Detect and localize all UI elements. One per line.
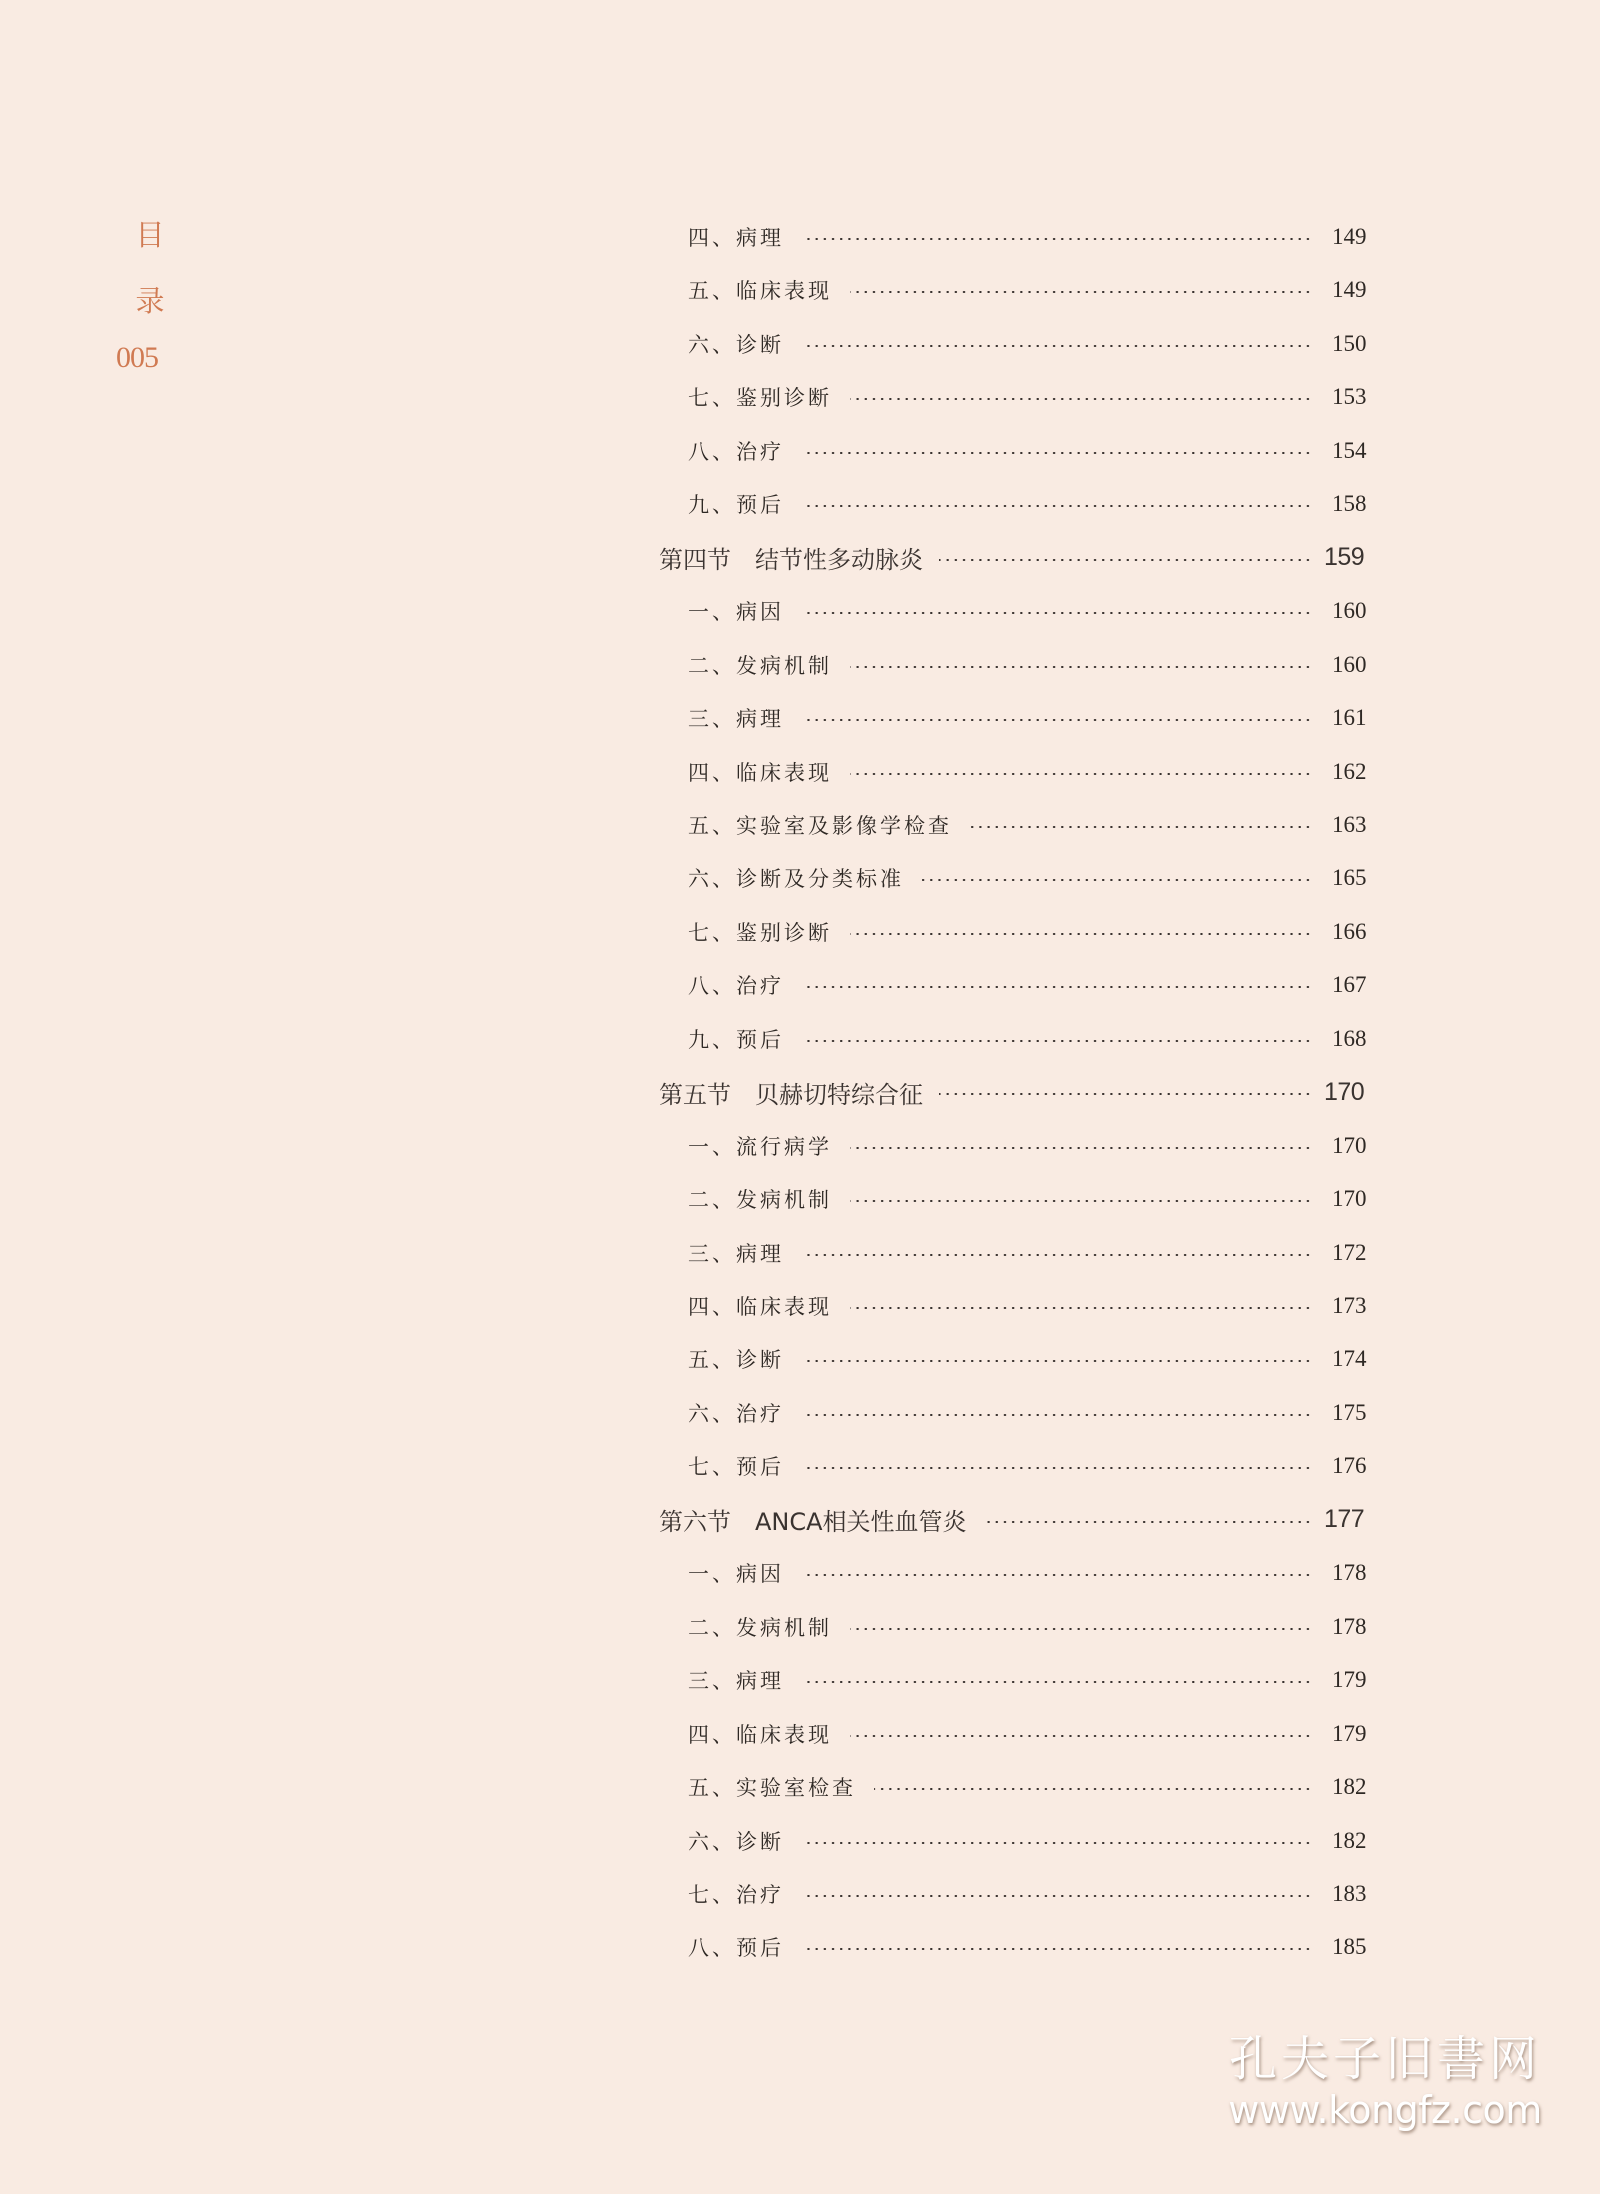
toc-entry-page: 173: [1332, 1293, 1367, 1318]
dot-leader: [802, 1895, 1312, 1897]
toc-entry-label: 四、临床表现: [688, 1295, 832, 1319]
toc-entry-page: 168: [1332, 1025, 1367, 1051]
toc-entry-page: 174: [1332, 1346, 1367, 1372]
toc-entry[interactable]: [0, 1821, 1600, 1861]
dot-leader: [802, 1040, 1312, 1042]
dot-leader: [802, 986, 1312, 988]
dot-leader: [802, 238, 1312, 240]
toc-title-char-2: 录: [135, 286, 165, 318]
toc-entry-page: 158: [1332, 491, 1367, 517]
dot-leader: [802, 345, 1312, 347]
toc-entry-label: 九、预后: [688, 1027, 784, 1052]
toc-entry-label: 七、鉴别诊断: [688, 386, 832, 411]
toc-entry-page: 149: [1332, 224, 1367, 249]
toc-entry[interactable]: [0, 1179, 1600, 1219]
toc-entry-page: 160: [1332, 598, 1367, 624]
dot-leader: [850, 666, 1312, 668]
toc-entry[interactable]: [0, 645, 1600, 685]
page-number: 005: [116, 341, 158, 374]
watermark: [1200, 2030, 1570, 2132]
toc-entry-label: 第四节 结节性多动脉炎: [659, 546, 923, 575]
toc-entry-label: 八、预后: [688, 1936, 784, 1961]
toc-entry-page: 154: [1332, 437, 1367, 463]
toc-entry-label: 九、预后: [688, 493, 784, 518]
toc-entry-label: 五、实验室及影像学检查: [688, 813, 952, 838]
toc-entry[interactable]: [0, 1553, 1600, 1593]
toc-entry-label: 二、发病机制: [688, 1188, 832, 1213]
toc-entry-label: 四、临床表现: [688, 1722, 832, 1747]
toc-entry-page: 183: [1332, 1880, 1367, 1906]
toc-entry-page: 178: [1332, 1613, 1367, 1639]
toc-entry-label: 二、发病机制: [688, 1615, 832, 1640]
toc-entry[interactable]: [0, 752, 1600, 792]
watermark-url: www.kongfz.com: [1228, 2088, 1542, 2132]
toc-entry-page: 160: [1332, 651, 1367, 677]
toc-entry[interactable]: [0, 1927, 1600, 1967]
toc-entry[interactable]: [0, 1714, 1600, 1754]
dot-leader: [802, 505, 1312, 507]
toc-entry-label: 六、诊断: [688, 1829, 784, 1854]
dot-leader: [970, 826, 1312, 828]
dot-leader: [983, 1521, 1312, 1523]
toc-entry-page: 175: [1332, 1399, 1367, 1425]
toc-entry[interactable]: [0, 698, 1600, 738]
toc-entry[interactable]: [0, 484, 1600, 524]
toc-entry-label: 六、诊断及分类标准: [688, 867, 904, 892]
toc-entry-page: 166: [1332, 918, 1367, 944]
toc-entry-page: 176: [1332, 1453, 1367, 1479]
dot-leader: [850, 1628, 1312, 1630]
toc-entry-page: 177: [1324, 1505, 1365, 1534]
toc-entry-label: 第六节 ANCA相关性血管炎: [659, 1508, 967, 1537]
toc-entry-label: 七、预后: [688, 1455, 784, 1480]
toc-title-char-1: 目: [135, 220, 165, 252]
toc-entry-page: 185: [1332, 1934, 1367, 1960]
toc-entry[interactable]: [0, 1339, 1600, 1379]
toc-entry-label: 八、治疗: [688, 439, 784, 464]
toc-entry[interactable]: [0, 217, 1600, 257]
toc-entry-label: 一、病因: [688, 600, 784, 625]
toc-entry-page: 182: [1332, 1774, 1367, 1800]
toc-entry-page: 163: [1332, 811, 1367, 837]
toc-entry-label: 一、流行病学: [688, 1134, 832, 1159]
dot-leader: [802, 452, 1312, 454]
toc-entry-page: 179: [1332, 1667, 1367, 1693]
toc-entry-page: 153: [1332, 384, 1367, 410]
dot-leader: [874, 1788, 1312, 1790]
dot-leader: [850, 1307, 1312, 1309]
toc-entry[interactable]: [0, 591, 1600, 631]
toc-entry[interactable]: [0, 1393, 1600, 1433]
toc-entry-label: 六、治疗: [688, 1401, 784, 1426]
toc-entry-page: 167: [1332, 972, 1367, 998]
dot-leader: [802, 719, 1312, 721]
dot-leader: [802, 1948, 1312, 1950]
dot-leader: [802, 1414, 1312, 1416]
toc-entry-label: 五、临床表现: [688, 279, 832, 304]
toc-entry-label: 七、治疗: [688, 1882, 784, 1907]
toc-entry-page: 172: [1332, 1239, 1367, 1265]
toc-entry[interactable]: [0, 912, 1600, 952]
toc-entry-label: 五、诊断: [688, 1348, 784, 1373]
toc-entry[interactable]: [0, 1660, 1600, 1700]
toc-section-entry[interactable]: [0, 538, 1600, 578]
toc-entry-page: 182: [1332, 1827, 1367, 1853]
toc-entry-page: 149: [1332, 277, 1367, 303]
toc-entry-page: 170: [1332, 1132, 1367, 1158]
toc-entry[interactable]: [0, 1233, 1600, 1273]
toc-entry-label: 八、治疗: [688, 974, 784, 999]
dot-leader: [939, 559, 1312, 561]
toc-entry[interactable]: [0, 1607, 1600, 1647]
toc-entry-page: 179: [1332, 1720, 1367, 1746]
toc-entry-page: 165: [1332, 865, 1367, 891]
toc-entry[interactable]: [0, 1286, 1600, 1326]
dot-leader: [802, 1254, 1312, 1256]
toc-entry-label: 二、发病机制: [688, 653, 832, 678]
toc-entry-page: 178: [1332, 1560, 1367, 1586]
dot-leader: [922, 879, 1312, 881]
toc-section-entry[interactable]: [0, 1500, 1600, 1540]
dot-leader: [850, 773, 1312, 775]
toc-entry-label: 三、病理: [688, 707, 784, 732]
toc-entry-label: 四、临床表现: [688, 760, 832, 785]
dot-leader: [850, 933, 1312, 935]
toc-entry-label: 六、诊断: [688, 332, 784, 357]
dot-leader: [802, 612, 1312, 614]
toc-entry[interactable]: [0, 858, 1600, 898]
toc-entry-page: 159: [1324, 543, 1365, 572]
toc-section-entry[interactable]: [0, 1072, 1600, 1112]
toc-entry-page: 162: [1332, 758, 1367, 784]
dot-leader: [850, 398, 1312, 400]
dot-leader: [850, 1200, 1312, 1202]
toc-entry[interactable]: [0, 1446, 1600, 1486]
toc-entry[interactable]: [0, 1767, 1600, 1807]
toc-entry-page: 170: [1332, 1186, 1367, 1212]
dot-leader: [802, 1467, 1312, 1469]
toc-entry-page: 150: [1332, 330, 1367, 356]
dot-leader: [850, 1147, 1312, 1149]
watermark-name: 孔夫子旧書网: [1228, 2031, 1541, 2087]
toc-entry[interactable]: [0, 1874, 1600, 1914]
toc-entry[interactable]: [0, 965, 1600, 1005]
toc-entry[interactable]: [0, 431, 1600, 471]
toc-entry[interactable]: [0, 805, 1600, 845]
toc-entry-label: 第五节 贝赫切特综合征: [659, 1080, 923, 1109]
dot-leader: [802, 1574, 1312, 1576]
dot-leader: [802, 1360, 1312, 1362]
toc-entry[interactable]: [0, 324, 1600, 364]
toc-entry-page: 161: [1332, 705, 1367, 731]
toc-entry-label: 四、病理: [688, 226, 784, 250]
toc-entry[interactable]: [0, 1126, 1600, 1166]
toc-entry-label: 七、鉴别诊断: [688, 920, 832, 945]
toc-entry-label: 三、病理: [688, 1669, 784, 1694]
toc-entry[interactable]: [0, 1019, 1600, 1059]
toc-entry[interactable]: [0, 377, 1600, 417]
toc-entry-page: 170: [1324, 1077, 1365, 1106]
dot-leader: [850, 1735, 1312, 1737]
dot-leader: [802, 1842, 1312, 1844]
toc-entry-label: 一、病因: [688, 1562, 784, 1587]
dot-leader: [802, 1681, 1312, 1683]
toc-entry[interactable]: [0, 270, 1600, 310]
toc-entry-label: 三、病理: [688, 1241, 784, 1266]
toc-entry-label: 五、实验室检查: [688, 1776, 856, 1801]
dot-leader: [850, 291, 1312, 293]
dot-leader: [939, 1093, 1312, 1095]
